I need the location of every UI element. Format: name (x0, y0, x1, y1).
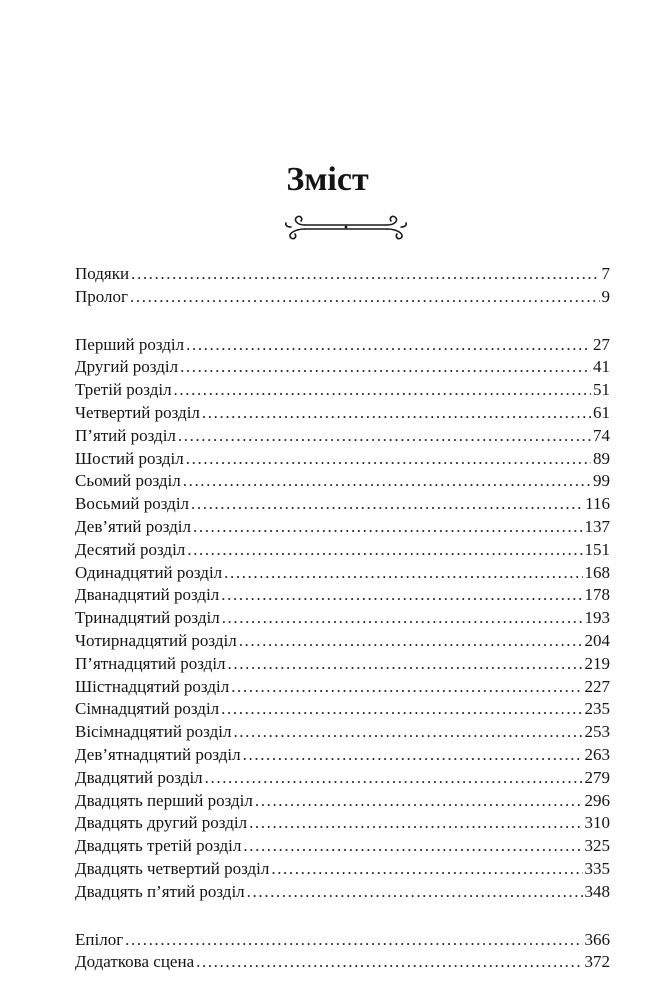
toc-entry (75, 286, 610, 309)
page-title: Зміст (286, 161, 369, 198)
toc-dot-leader (183, 470, 591, 493)
toc-entry-page-number: 296 (584, 790, 610, 810)
toc-dot-leader (221, 698, 582, 721)
toc-entry-label: Двадцять другий розділ (75, 813, 248, 833)
toc-entry-page-number: 151 (584, 539, 610, 559)
toc-entry-label: Перший розділ (75, 334, 185, 354)
toc-entry (75, 334, 610, 357)
toc-entry-page-number: 310 (584, 813, 610, 833)
toc-entry-page-number: 366 (584, 929, 610, 949)
toc-entry-label: Дев’ятий розділ (75, 516, 191, 536)
toc-entry-label: Сімнадцятий розділ (75, 699, 220, 719)
toc-entry-page-number: 51 (593, 380, 610, 400)
toc-entry-page-number: 99 (593, 471, 610, 491)
toc-entry-label: П’ятнадцятий розділ (75, 653, 226, 673)
flourish-divider-icon (283, 214, 409, 240)
toc-dot-leader (196, 951, 582, 974)
toc-dot-leader (131, 263, 599, 286)
toc-dot-leader (231, 676, 582, 699)
toc-entry (75, 721, 610, 744)
toc-dot-leader (180, 356, 591, 379)
toc-entry (75, 402, 610, 425)
toc-dot-leader (247, 881, 583, 904)
toc-entry-page-number: 263 (584, 744, 610, 764)
toc-entry-label: Епілог (75, 929, 124, 949)
toc-entry-page-number: 348 (584, 881, 610, 901)
toc-entry (75, 425, 610, 448)
toc-entry-page-number: 74 (593, 425, 610, 445)
toc-entry (75, 951, 610, 974)
toc-entry-page-number: 253 (584, 722, 610, 742)
toc-entry-label: Третій розділ (75, 380, 172, 400)
toc-entry-label: Двадцять п’ятий розділ (75, 881, 245, 901)
toc-dot-leader (233, 721, 582, 744)
toc-entry (75, 516, 610, 539)
toc-entry-label: Дванадцятий розділ (75, 585, 220, 605)
toc-entry-page-number: 219 (584, 653, 610, 673)
toc-entry (75, 881, 610, 904)
toc-entry-page-number: 335 (584, 858, 610, 878)
toc-entry (75, 790, 610, 813)
toc-dot-leader (239, 630, 583, 653)
toc-dot-leader (193, 516, 583, 539)
toc-entry-page-number: 89 (593, 448, 610, 468)
toc-entry-page-number: 204 (584, 630, 610, 650)
toc-entry-label: Одинадцятий розділ (75, 562, 223, 582)
toc-entry-page-number: 7 (601, 264, 610, 283)
toc-entry (75, 929, 610, 952)
toc-dot-leader (255, 790, 583, 813)
toc-entry (75, 698, 610, 721)
toc-dot-leader (228, 653, 583, 676)
toc-entry-label: Пролог (75, 286, 129, 306)
toc-dot-leader (205, 767, 583, 790)
toc-entry-page-number: 325 (584, 836, 610, 856)
toc-entry-label: Другий розділ (75, 357, 179, 377)
toc-dot-leader (202, 402, 591, 425)
toc-entry (75, 263, 610, 286)
toc-dot-leader (222, 607, 583, 630)
toc-dot-leader (186, 448, 591, 471)
toc-entry-page-number: 178 (584, 585, 610, 605)
toc-entry-label: Тринадцятий розділ (75, 608, 220, 628)
toc-entry-label: Восьмий розділ (75, 494, 190, 514)
toc-entry-page-number: 372 (584, 952, 610, 972)
toc-dot-leader (249, 812, 582, 835)
toc-dot-leader (191, 493, 583, 516)
toc-entry (75, 379, 610, 402)
toc-dot-leader (125, 929, 582, 952)
toc-dot-leader (130, 286, 599, 309)
toc-entry (75, 744, 610, 767)
toc-entry (75, 812, 610, 835)
toc-entry (75, 356, 610, 379)
toc-entry (75, 584, 610, 607)
table-of-contents (75, 263, 610, 974)
toc-entry-label: Додаткова сцена (75, 952, 195, 972)
toc-entry-label: Двадцять перший розділ (75, 790, 253, 810)
toc-dot-leader (187, 539, 582, 562)
toc-entry (75, 607, 610, 630)
toc-entry-label: Двадцять третій розділ (75, 836, 242, 856)
toc-dot-leader (224, 562, 582, 585)
toc-entry (75, 470, 610, 493)
toc-entry-label: Дев’ятнадцятий розділ (75, 744, 241, 764)
toc-back-matter (75, 929, 610, 975)
toc-entry (75, 493, 610, 516)
toc-entry-page-number: 137 (584, 516, 610, 536)
toc-entry-page-number: 61 (593, 402, 610, 422)
toc-dot-leader (174, 379, 591, 402)
toc-entry-page-number: 116 (585, 494, 610, 514)
toc-entry (75, 630, 610, 653)
toc-entry (75, 448, 610, 471)
toc-entry (75, 835, 610, 858)
toc-entry-page-number: 193 (584, 608, 610, 628)
toc-entry-label: Десятий розділ (75, 539, 186, 559)
toc-entry-page-number: 227 (584, 676, 610, 696)
toc-entry-label: Шістнадцятий розділ (75, 676, 230, 696)
toc-entry (75, 858, 610, 881)
toc-dot-leader (243, 744, 583, 767)
toc-entry-page-number: 168 (584, 562, 610, 582)
toc-front-matter (75, 263, 610, 309)
toc-entry-label: Чотирнадцятий розділ (75, 630, 237, 650)
toc-dot-leader (186, 334, 591, 357)
toc-entry (75, 767, 610, 790)
toc-dot-leader (221, 584, 582, 607)
toc-entry-label: Шостий розділ (75, 448, 184, 468)
toc-entry-label: Подяки (75, 264, 130, 283)
toc-entry-label: П’ятий розділ (75, 425, 176, 445)
toc-dot-leader (178, 425, 591, 448)
toc-chapters (75, 334, 610, 904)
toc-entry (75, 562, 610, 585)
toc-entry-label: Сьомий розділ (75, 471, 181, 491)
toc-entry-page-number: 27 (593, 334, 610, 354)
toc-entry-page-number: 279 (584, 767, 610, 787)
toc-entry-page-number: 235 (584, 699, 610, 719)
toc-dot-leader (243, 835, 582, 858)
toc-dot-leader (271, 858, 582, 881)
toc-entry-label: Двадцять четвертий розділ (75, 858, 270, 878)
toc-entry-page-number: 9 (601, 286, 610, 306)
toc-entry-label: Двадцятий розділ (75, 767, 203, 787)
toc-entry (75, 539, 610, 562)
toc-entry (75, 676, 610, 699)
toc-entry-page-number: 41 (593, 357, 610, 377)
toc-entry-label: Вісімнадцятий розділ (75, 722, 232, 742)
toc-entry-label: Четвертий розділ (75, 402, 200, 422)
toc-entry (75, 653, 610, 676)
